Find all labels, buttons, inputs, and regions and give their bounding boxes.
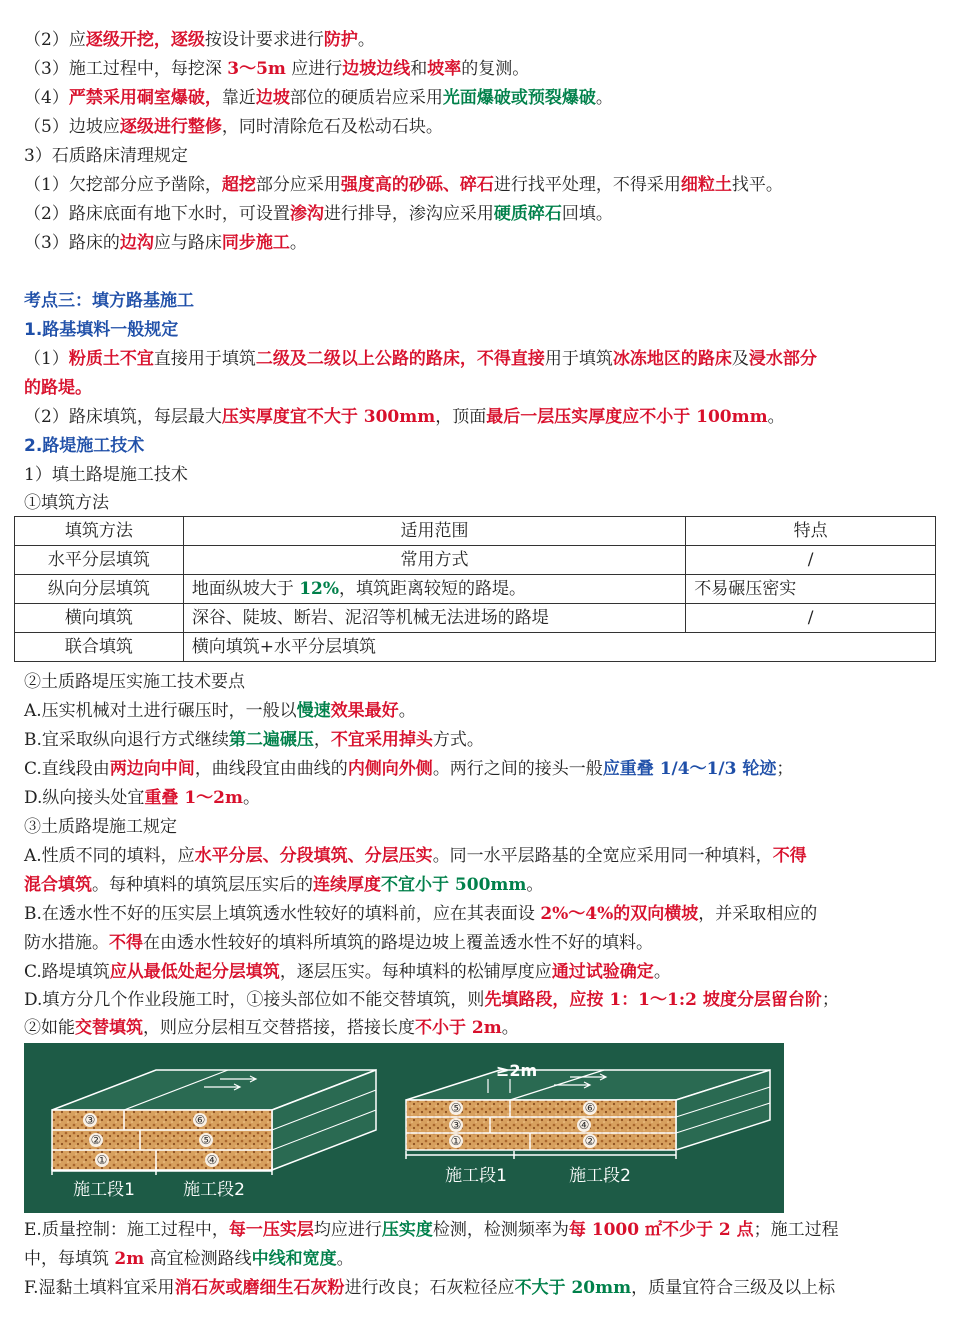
table-cell: 联合填筑 — [15, 633, 184, 662]
text-line: ③土质路堤施工规定 — [24, 817, 177, 837]
table-row — [15, 546, 936, 575]
layered-fill-figure — [24, 1043, 784, 1213]
layer-label: ⑤ — [450, 1101, 462, 1115]
text-line: A.压实机械对土进行碾压时，一般以慢速效果最好。 — [24, 701, 416, 721]
text-line: （2）应逐级开挖，逐级按设计要求进行防护。 — [24, 30, 375, 50]
table-cell: 地面纵坡大于 12%，填筑距离较短的路堤。 — [183, 575, 685, 604]
right-diagram — [406, 1061, 770, 1186]
table-row — [15, 604, 936, 633]
segment-label: 施工段2 — [183, 1180, 245, 1200]
table-cell: / — [686, 546, 936, 575]
segment-label: 施工段1 — [445, 1166, 507, 1186]
text-line: 防水措施。不得在由透水性较好的填料所填筑的路堤边坡上覆盖透水性不好的填料。 — [24, 933, 653, 953]
text-line: （1）欠挖部分应予凿除，超挖部分应采用强度高的砂砾、碎石进行找平处理，不得采用细粒土找平。 — [24, 175, 783, 195]
text-line: （2）路床底面有地下水时，可设置渗沟进行排导，渗沟应采用硬质碎石回填。 — [24, 204, 613, 224]
table-header: 填筑方法 — [15, 517, 184, 546]
table-header: 适用范围 — [183, 517, 685, 546]
text-line: （4）严禁采用硐室爆破，靠近边坡部位的硬质岩应采用光面爆破或预裂爆破。 — [24, 88, 613, 108]
text-line: A.性质不同的填料，应水平分层、分段填筑、分层压实。同一水平层路基的全宽应采用同一种填料，不得 — [24, 846, 807, 866]
text-line: 1）填土路堤施工技术 — [24, 465, 188, 485]
layer-label: ⑥ — [194, 1113, 206, 1127]
table-cell: 常用方式 — [183, 546, 685, 575]
text-line: （5）边坡应逐级进行整修，同时清除危石及松动石块。 — [24, 117, 443, 137]
text-line: 中，每填筑 2m 高宜检测路线中线和宽度。 — [24, 1249, 354, 1269]
text-line: ②如能交替填筑，则应分层相互交替搭接，搭接长度不小于 2m。 — [24, 1018, 519, 1038]
table-cell: 深谷、陡坡、断岩、泥沼等机械无法进场的路堤 — [183, 604, 685, 633]
text-line: （2）路床填筑，每层最大压实厚度宜不大于 300mm，顶面最后一层压实厚度应不小于 100mm。 — [24, 407, 785, 427]
table-cell: / — [686, 604, 936, 633]
table-row — [15, 633, 936, 662]
left-diagram — [52, 1070, 376, 1200]
text-line: C.直线段由两边向中间，曲线段宜由曲线的内侧向外侧。两行之间的接头一般应重叠 1/4～1/3 轮迹； — [24, 759, 794, 779]
segment-label: 施工段1 — [73, 1180, 135, 1200]
text-line: 混合填筑。每种填料的填筑层压实后的连续厚度不宜小于 500mm。 — [24, 875, 544, 895]
layer-label: ② — [584, 1134, 596, 1148]
layer-label: ② — [90, 1133, 102, 1147]
layer-label: ④ — [578, 1118, 590, 1132]
table-row — [15, 575, 936, 604]
subsection-heading: 1.路基填料一般规定 — [24, 320, 179, 340]
table-cell: 水平分层填筑 — [15, 546, 184, 575]
table-cell: 横向填筑+水平分层填筑 — [183, 633, 935, 662]
text-line: （3）施工过程中，每挖深 3～5m 应进行边坡边线和坡率的复测。 — [24, 59, 530, 79]
segment-label: 施工段2 — [569, 1166, 631, 1186]
table-cell: 不易碾压密实 — [686, 575, 936, 604]
table-cell: 纵向分层填筑 — [15, 575, 184, 604]
text-line: （3）路床的边沟应与路床同步施工。 — [24, 233, 307, 253]
text-line: （1）粉质土不宜直接用于填筑二级及二级以上公路的路床，不得直接用于填筑冰冻地区的路床及浸水部分 — [24, 349, 817, 369]
text-line: E.质量控制：施工过程中，每一压实层均应进行压实度检测，检测频率为每 1000 ㎡不少于 2 点；施工过程 — [24, 1220, 839, 1240]
layer-label: ① — [96, 1153, 108, 1167]
layer-label: ⑤ — [200, 1133, 212, 1147]
text-line: ②土质路堤压实施工技术要点 — [24, 672, 245, 692]
layer-label: ③ — [84, 1113, 96, 1127]
text-line: 的路堤。 — [24, 378, 92, 398]
fill-method-table — [14, 516, 936, 662]
subsection-heading: 2.路堤施工技术 — [24, 436, 145, 456]
text-line: C.路堤填筑应从最低处起分层填筑，逐层压实。每种填料的松铺厚度应通过试验确定。 — [24, 962, 671, 982]
text-line: F.湿黏土填料宜采用消石灰或磨细生石灰粉进行改良；石灰粒径应不大于 20mm，质量宜符合三级及以上标 — [24, 1278, 836, 1298]
text-line: B.宜采取纵向退行方式继续第二遍碾压，不宜采用掉头方式。 — [24, 730, 484, 750]
overlap-label: ≥2m — [496, 1061, 538, 1080]
table-header-row — [15, 517, 936, 546]
layer-label: ④ — [206, 1153, 218, 1167]
text-line: D.纵向接头处宜重叠 1～2m。 — [24, 788, 261, 808]
text-line: 3）石质路床清理规定 — [24, 146, 188, 166]
layer-label: ① — [450, 1134, 462, 1148]
text-line: B.在透水性不好的压实层上填筑透水性较好的填料前，应在其表面设 2%～4%的双向横坡，并采取相应的 — [24, 904, 818, 924]
section-heading: 考点三：填方路基施工 — [24, 291, 194, 311]
layer-label: ⑥ — [584, 1101, 596, 1115]
text-line: ①填筑方法 — [24, 493, 109, 513]
layer-label: ③ — [450, 1118, 462, 1132]
table-header: 特点 — [686, 517, 936, 546]
table-cell: 横向填筑 — [15, 604, 184, 633]
text-line: D.填方分几个作业段施工时，①接头部位如不能交替填筑，则先填路段，应按 1：1～1:2 坡度分层留台阶； — [24, 990, 839, 1010]
